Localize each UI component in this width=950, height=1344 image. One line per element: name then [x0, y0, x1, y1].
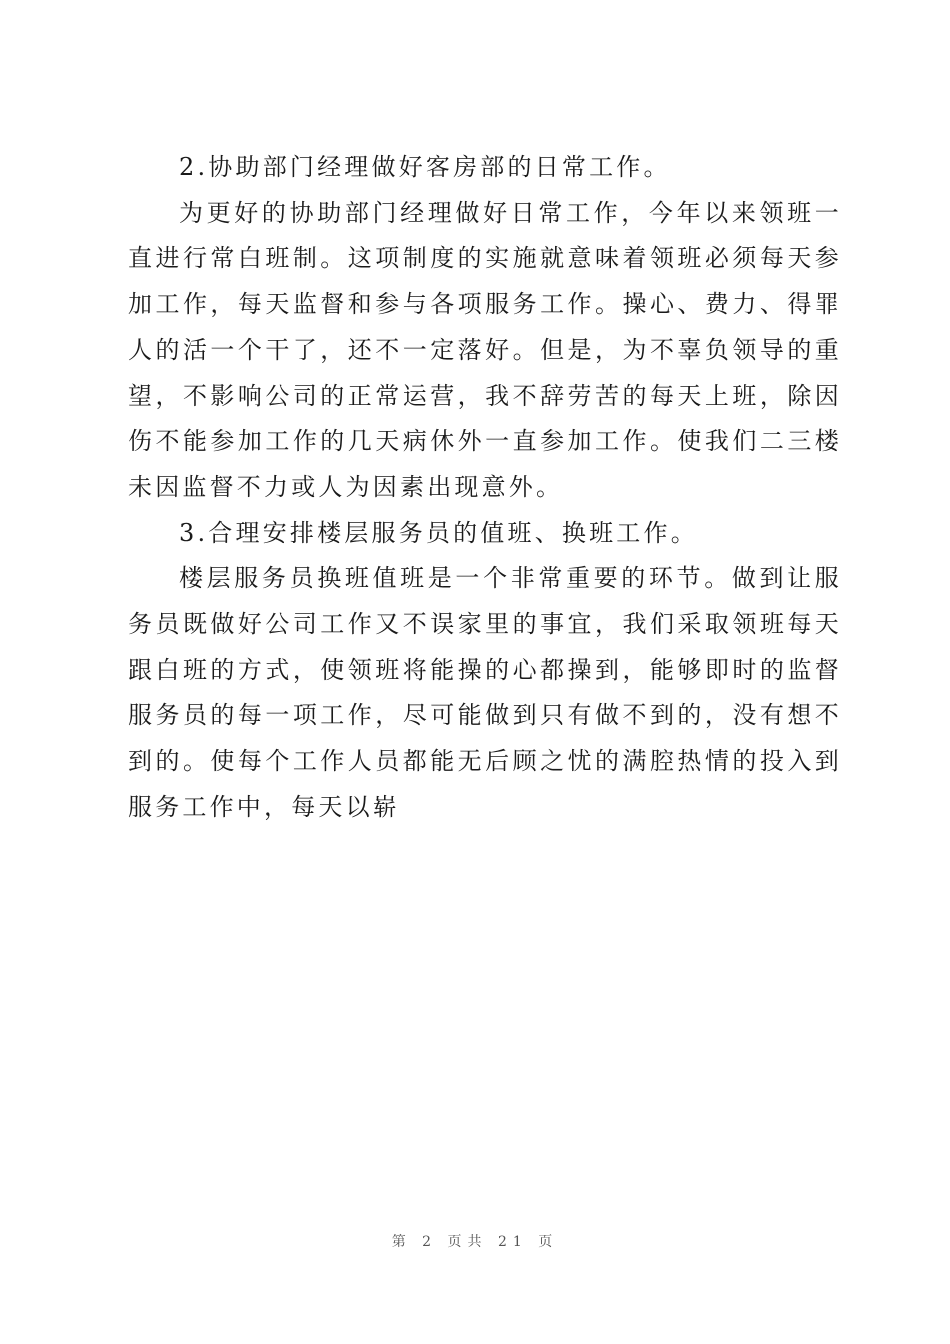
document-body: [128, 145, 842, 831]
page-number-footer: 第 2 页共 21 页: [391, 1234, 559, 1250]
paragraph-shift-arrangement: 楼层服务员换班值班是一个非常重要的环节。做到让服务员既做好公司工作又不误家里的事宜，我们采取领班每天跟白班的方式，使领班将能操的心都操到，能够即时的监督服务员的每一项工作，尽可能做到只有做不到的，没有想不到的。使每个工作人员都能无后顾之忧的满腔热情的投入到服务工作中，每天以崭: [128, 564, 842, 821]
section-heading-3: 3.合理安排楼层服务员的值班、换班工作。: [179, 518, 698, 547]
paragraph-daily-work: 为更好的协助部门经理做好日常工作，今年以来领班一直进行常白班制。这项制度的实施就意味着领班必须每天参加工作，每天监督和参与各项服务工作。操心、费力、得罪人的活一个干了，还不一定落好。但是，为不辜负领导的重望，不影响公司的正常运营，我不辞劳苦的每天上班，除因伤不能参加工作的几天病休外一直参加工作。使我们二三楼未因监督不力或人为因素出现意外。: [128, 198, 842, 501]
section-heading-2: 2.协助部门经理做好客房部的日常工作。: [179, 153, 671, 181]
